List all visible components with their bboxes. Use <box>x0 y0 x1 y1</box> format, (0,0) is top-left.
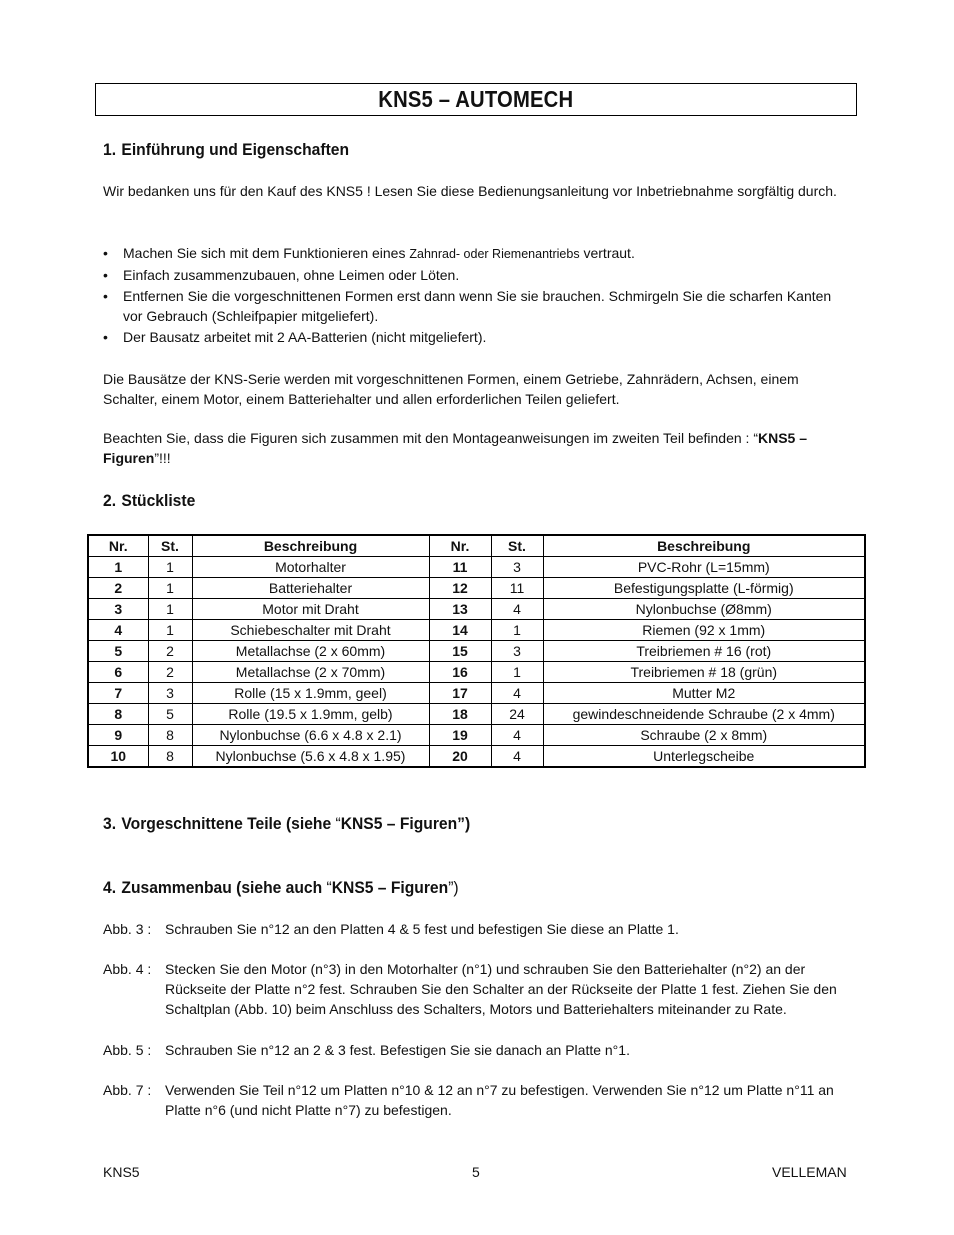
quote-mark: “ <box>335 814 341 833</box>
part-number-cell: 13 <box>429 599 491 620</box>
list-item-text: Einfach zusammenzubauen, ohne Leimen oder Löten. <box>123 267 460 283</box>
description-cell: Schraube (2 x 8mm) <box>543 725 865 746</box>
table-row <box>88 641 865 662</box>
quantity-cell: 4 <box>491 746 543 768</box>
title-box <box>95 83 857 116</box>
quantity-cell: 11 <box>491 578 543 599</box>
list-item <box>103 286 848 326</box>
section-title: Einführung und Eigenschaften <box>121 140 350 159</box>
section-number: 2. <box>103 491 117 510</box>
description-cell: Rolle (19.5 x 1.9mm, gelb) <box>192 704 429 725</box>
step-text: Stecken Sie den Motor (n°3) in den Motorhalter (n°1) und schrauben Sie den Batteriehalter (n°2) an der Rückseite der Platte n°2 fest. Schrauben Sie den Schalter an der Rückseite der Platte 1 fest. Ziehen Sie den Schaltplan (Abb. 10) beim Anschluss des Schalters, Motors und Batteriehalters miteinander zu Rate. <box>165 961 837 1017</box>
footer-right: VELLEMAN <box>772 1164 847 1180</box>
description-cell: Nylonbuchse (6.6 x 4.8 x 2.1) <box>192 725 429 746</box>
bullet-icon: • <box>103 329 108 345</box>
part-number-cell: 9 <box>88 725 148 746</box>
quantity-cell: 24 <box>491 704 543 725</box>
section-heading-4 <box>103 878 459 898</box>
description-cell: Rolle (15 x 1.9mm, geel) <box>192 683 429 704</box>
part-number-cell: 1 <box>88 557 148 578</box>
series-paragraph: Die Bausätze der KNS-Serie werden mit vorgeschnittenen Formen, einem Getriebe, Zahnrädern, Achsen, einem Schalter, einem Motor, einem Batteriehalter und allen erforderlichen Teilen geliefert. <box>103 371 799 407</box>
section-number: 1. <box>103 140 117 159</box>
quantity-cell: 4 <box>491 599 543 620</box>
section-title: Zusammenbau (siehe auch <box>121 878 327 897</box>
quantity-cell: 4 <box>491 725 543 746</box>
part-number-cell: 8 <box>88 704 148 725</box>
page-title: KNS5 – AUTOMECH <box>378 86 574 112</box>
assembly-step <box>103 1040 853 1060</box>
assembly-step <box>103 919 853 939</box>
column-header: Nr. <box>429 535 491 557</box>
table-row <box>88 704 865 725</box>
description-cell: gewindeschneidende Schraube (2 x 4mm) <box>543 704 865 725</box>
step-text: Verwenden Sie Teil n°12 um Platten n°10 & 12 an n°7 zu befestigen. Verwenden Sie n°12 um Platte n°11 an Platte n°6 (und nicht Platte n°7) zu befestigen. <box>165 1082 834 1118</box>
description-cell: Riemen (92 x 1mm) <box>543 620 865 641</box>
step-label: Abb. 4 : <box>103 961 152 977</box>
column-header: St. <box>491 535 543 557</box>
part-number-cell: 14 <box>429 620 491 641</box>
part-number-cell: 2 <box>88 578 148 599</box>
description-cell: Treibriemen # 18 (grün) <box>543 662 865 683</box>
parts-table <box>87 534 866 768</box>
part-number-cell: 10 <box>88 746 148 768</box>
paragraph-text: ”!!! <box>154 450 171 466</box>
assembly-step <box>103 1080 853 1120</box>
figures-reference: KNS5 – Figuren <box>331 878 449 897</box>
step-label: Abb. 3 : <box>103 921 152 937</box>
table-row <box>88 683 865 704</box>
list-item-text: vertraut. <box>579 245 635 261</box>
description-cell: Schiebeschalter mit Draht <box>192 620 429 641</box>
list-item <box>103 265 848 285</box>
table-row <box>88 662 865 683</box>
table-row <box>88 557 865 578</box>
part-number-cell: 4 <box>88 620 148 641</box>
feature-list <box>103 243 848 348</box>
part-number-cell: 12 <box>429 578 491 599</box>
table-row <box>88 725 865 746</box>
part-number-cell: 17 <box>429 683 491 704</box>
step-text: Schrauben Sie n°12 an den Platten 4 & 5 fest und befestigen Sie diese an Platte 1. <box>165 921 679 937</box>
assembly-step <box>103 959 853 1019</box>
part-number-cell: 15 <box>429 641 491 662</box>
description-cell: Treibriemen # 16 (rot) <box>543 641 865 662</box>
section-heading-1 <box>103 140 349 160</box>
list-item-text: Machen Sie sich mit dem Funktionieren eines <box>123 245 410 261</box>
part-number-cell: 11 <box>429 557 491 578</box>
quantity-cell: 3 <box>491 641 543 662</box>
description-cell: Nylonbuchse (Ø8mm) <box>543 599 865 620</box>
list-item-text: Entfernen Sie die vorgeschnittenen Formen erst dann wenn Sie sie brauchen. Schmirgeln Sie die scharfen Kanten vor Gebrauch (Schleifpapier mitgeliefert). <box>123 288 832 324</box>
part-number-cell: 19 <box>429 725 491 746</box>
quantity-cell: 1 <box>148 557 192 578</box>
table-header-row <box>88 535 865 557</box>
part-number-cell: 5 <box>88 641 148 662</box>
footer-page-number: 5 <box>472 1164 480 1180</box>
description-cell: Metallachse (2 x 70mm) <box>192 662 429 683</box>
list-item <box>103 243 848 264</box>
part-number-cell: 16 <box>429 662 491 683</box>
description-cell: Nylonbuchse (5.6 x 4.8 x 1.95) <box>192 746 429 768</box>
quantity-cell: 8 <box>148 725 192 746</box>
intro-paragraph: Wir bedanken uns für den Kauf des KNS5 ! Lesen Sie diese Bedienungsanleitung vor Inbetriebnahme sorgfältig durch. <box>103 183 837 199</box>
step-label: Abb. 5 : <box>103 1042 152 1058</box>
quantity-cell: 2 <box>148 641 192 662</box>
part-number-cell: 6 <box>88 662 148 683</box>
quote-mark: ”) <box>457 814 471 833</box>
quote-mark: “ <box>326 878 332 897</box>
bullet-icon: • <box>103 245 108 261</box>
step-text: Schrauben Sie n°12 an 2 & 3 fest. Befestigen Sie sie danach an Platte n°1. <box>165 1042 630 1058</box>
section-title: Vorgeschnittene Teile (siehe <box>121 814 336 833</box>
description-cell: Batteriehalter <box>192 578 429 599</box>
list-item <box>103 327 848 347</box>
quote-mark: ”) <box>448 878 459 897</box>
quantity-cell: 1 <box>148 620 192 641</box>
column-header: Beschreibung <box>192 535 429 557</box>
quantity-cell: 3 <box>148 683 192 704</box>
quantity-cell: 3 <box>491 557 543 578</box>
bullet-icon: • <box>103 267 108 283</box>
quantity-cell: 1 <box>491 662 543 683</box>
description-cell: Metallachse (2 x 60mm) <box>192 641 429 662</box>
column-header: St. <box>148 535 192 557</box>
part-number-cell: 3 <box>88 599 148 620</box>
description-cell: Motorhalter <box>192 557 429 578</box>
paragraph-text: Beachten Sie, dass die Figuren sich zusammen mit den Montageanweisungen im zweiten Teil befinden : “ <box>103 430 758 446</box>
part-number-cell: 18 <box>429 704 491 725</box>
column-header: Nr. <box>88 535 148 557</box>
quantity-cell: 5 <box>148 704 192 725</box>
figures-reference: KNS5 – Figuren <box>103 430 808 466</box>
list-item-text: Der Bausatz arbeitet mit 2 AA-Batterien (nicht mitgeliefert). <box>123 329 487 345</box>
quantity-cell: 1 <box>148 599 192 620</box>
footer-left: KNS5 <box>103 1164 140 1180</box>
column-header: Beschreibung <box>543 535 865 557</box>
table-row <box>88 620 865 641</box>
figures-paragraph <box>103 428 848 468</box>
description-cell: Motor mit Draht <box>192 599 429 620</box>
section-number: 3. <box>103 814 117 833</box>
part-number-cell: 7 <box>88 683 148 704</box>
table-row <box>88 599 865 620</box>
quantity-cell: 4 <box>491 683 543 704</box>
quantity-cell: 1 <box>491 620 543 641</box>
section-number: 4. <box>103 878 117 897</box>
step-label: Abb. 7 : <box>103 1082 152 1098</box>
quantity-cell: 1 <box>148 578 192 599</box>
description-cell: Befestigungsplatte (L-förmig) <box>543 578 865 599</box>
figures-reference: KNS5 – Figuren <box>340 814 458 833</box>
quantity-cell: 8 <box>148 746 192 768</box>
table-row <box>88 746 865 768</box>
quantity-cell: 2 <box>148 662 192 683</box>
description-cell: PVC-Rohr (L=15mm) <box>543 557 865 578</box>
section-heading-3 <box>103 814 470 834</box>
section-title: Stückliste <box>121 491 196 510</box>
bullet-icon: • <box>103 288 108 304</box>
table-row <box>88 578 865 599</box>
description-cell: Unterlegscheibe <box>543 746 865 768</box>
part-number-cell: 20 <box>429 746 491 768</box>
section-heading-2 <box>103 491 195 511</box>
description-cell: Mutter M2 <box>543 683 865 704</box>
list-item-text-small: Zahnrad- oder Riemenantriebs <box>409 247 580 261</box>
